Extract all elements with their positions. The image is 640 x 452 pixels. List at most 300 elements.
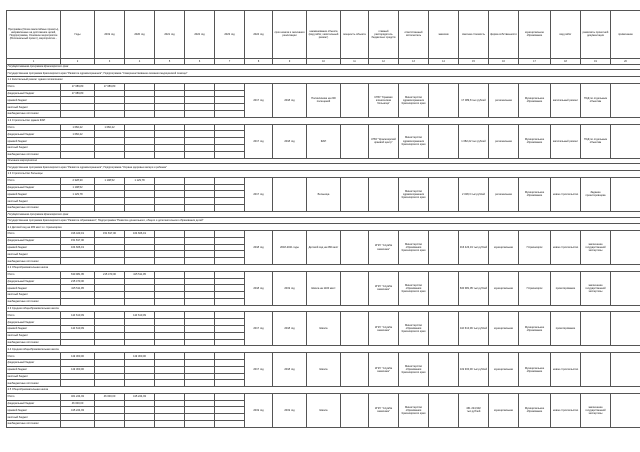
finance-value	[215, 366, 245, 373]
finance-value	[185, 407, 215, 414]
column-header: Программа (более масштабные проекты), направленные на достижение целей, Подпрограмма, Основное мероприятие (Региональный проект), мероприятие...	[7, 11, 61, 59]
finance-value	[185, 271, 215, 278]
finance-value	[95, 380, 125, 387]
finance-label: местный бюджет	[7, 332, 61, 339]
finance-value	[185, 177, 215, 184]
finance-value: 2 328,30	[61, 177, 95, 184]
column-number: 19	[581, 58, 611, 64]
finance-value	[155, 339, 185, 346]
finance-label: краевой бюджет	[7, 407, 61, 414]
finance-value	[61, 298, 95, 305]
executor: Министерство здравоохранения Красноярского края	[399, 177, 429, 211]
finance-label: Итого	[7, 271, 61, 278]
finance-value	[95, 111, 125, 118]
finance-value	[125, 104, 155, 111]
municipality: Муниципальное образование	[519, 83, 551, 117]
column-header: наименование объекта (вид работ, капитальный ремонт)	[307, 11, 341, 59]
finance-value	[185, 292, 215, 299]
finance-value: 215 470,00	[95, 271, 125, 278]
finance-value	[95, 244, 125, 251]
period: 2018 год	[273, 312, 307, 346]
finance-value: 119 300,00	[125, 353, 155, 360]
column-header: форма собственности	[489, 11, 519, 59]
finance-value	[185, 319, 215, 326]
finance-value	[61, 420, 95, 427]
finance-value	[185, 258, 215, 265]
finance-value	[155, 97, 185, 104]
column-header: 2020 год	[125, 11, 155, 59]
finance-value	[95, 198, 125, 205]
finance-value: 110 610,09	[61, 312, 95, 319]
finance-label: внебюджетные источники	[7, 111, 61, 118]
start-year: 2017 год	[245, 124, 273, 158]
finance-value	[215, 258, 245, 265]
finance-value	[125, 198, 155, 205]
finance-value: 415 224,93	[125, 393, 155, 400]
finance-value	[95, 191, 125, 198]
column-number: 15	[459, 58, 489, 64]
finance-value	[215, 285, 245, 292]
finance-value: 630 981,95	[61, 271, 95, 278]
column-number: 18	[551, 58, 581, 64]
finance-value: 1 198,52	[61, 184, 95, 191]
finance-value	[155, 231, 185, 238]
finance-value	[185, 151, 215, 158]
program-title: Государственная программа Красноярского края "Развитие образования"; Подпрограмма "Развитие дошкольного, общего и дополнительного образования детей"	[7, 217, 640, 224]
customer: КГКУ "Служба заказчика"	[369, 231, 399, 265]
finance-value	[95, 131, 125, 138]
column-number: 11	[341, 58, 369, 64]
object-title-row	[7, 346, 640, 353]
finance-value	[61, 332, 95, 339]
column-header: 2021 год	[155, 11, 185, 59]
finance-value	[185, 237, 215, 244]
finance-value	[95, 420, 125, 427]
finance-value	[125, 414, 155, 421]
ownership: региональная	[489, 177, 519, 211]
finance-value	[155, 285, 185, 292]
finance-value	[215, 104, 245, 111]
finance-value	[215, 151, 245, 158]
finance-value	[125, 298, 155, 305]
finance-value	[125, 278, 155, 285]
note	[611, 353, 640, 387]
period: 2018 год	[273, 353, 307, 387]
finance-value	[215, 339, 245, 346]
ownership: муниципальная	[489, 393, 519, 427]
finance-value	[125, 420, 155, 427]
finance-value	[185, 204, 215, 211]
finance-value	[61, 138, 95, 145]
finance-value	[215, 353, 245, 360]
finance-value	[215, 420, 245, 427]
finance-value	[95, 359, 125, 366]
customer: КГКУ "Служба заказчика"	[369, 312, 399, 346]
finance-value	[155, 111, 185, 118]
finance-value	[125, 90, 155, 97]
finance-row	[7, 124, 640, 131]
finance-value	[125, 319, 155, 326]
finance-value	[155, 177, 185, 184]
estimated-cost: 17 089,8 тыс.рублей	[459, 83, 489, 117]
finance-value	[215, 271, 245, 278]
section-title: Государственная программа Красноярского края	[7, 64, 640, 70]
column-header: заказчик	[429, 11, 459, 59]
start-year: 2017 год	[245, 177, 273, 211]
finance-value	[155, 104, 185, 111]
finance-label: федеральный бюджет	[7, 131, 61, 138]
finance-value	[215, 359, 245, 366]
finance-value	[215, 393, 245, 400]
column-number: 3	[95, 58, 125, 64]
column-header: вид работ	[551, 11, 581, 59]
municipality: Муниципальное образование	[519, 353, 551, 387]
work-type: новое строительство	[551, 353, 581, 387]
finance-value: 415 511,95	[125, 271, 155, 278]
ownership: муниципальная	[489, 312, 519, 346]
finance-value	[155, 204, 185, 211]
finance-value	[61, 251, 95, 258]
finance-value	[215, 237, 245, 244]
finance-value	[125, 131, 155, 138]
finance-value: 46 000,00	[61, 400, 95, 407]
municipality: Муниципальное образование	[519, 312, 551, 346]
project-docs: заключение государственной экспертизы	[581, 231, 611, 265]
project-docs	[581, 312, 611, 346]
start-year: 2017 год	[245, 312, 273, 346]
executor: Министерство образования Красноярского края	[399, 231, 429, 265]
executor: Министерство образования Красноярского края	[399, 271, 429, 305]
ownership: муниципальная	[489, 271, 519, 305]
finance-label: внебюджетные источники	[7, 298, 61, 305]
finance-value	[61, 339, 95, 346]
column-number: 1	[7, 58, 61, 64]
finance-value	[95, 332, 125, 339]
finance-value	[125, 400, 155, 407]
finance-value	[185, 353, 215, 360]
finance-label: краевой бюджет	[7, 244, 61, 251]
finance-value	[155, 271, 185, 278]
finance-value	[215, 312, 245, 319]
program-row	[7, 164, 640, 171]
customer: КГКУ "Служба заказчика"	[369, 393, 399, 427]
period	[273, 177, 307, 211]
finance-label: внебюджетные источники	[7, 204, 61, 211]
finance-value	[185, 312, 215, 319]
finance-value	[125, 380, 155, 387]
column-header: 2019 год	[95, 11, 125, 59]
object-title-row	[7, 387, 640, 394]
finance-value	[155, 184, 185, 191]
work-type: проектирование	[551, 271, 581, 305]
finance-value	[125, 359, 155, 366]
finance-value	[215, 131, 245, 138]
column-number: 7	[215, 58, 245, 64]
finance-value	[155, 380, 185, 387]
finance-value	[185, 231, 215, 238]
column-header: муниципальное образование	[519, 11, 551, 59]
finance-value	[185, 420, 215, 427]
finance-value	[95, 353, 125, 360]
column-header: ответственный исполнитель	[399, 11, 429, 59]
finance-label: Итого	[7, 312, 61, 319]
finance-value	[155, 131, 185, 138]
finance-value: 1 082,22	[61, 131, 95, 138]
finance-value	[215, 407, 245, 414]
finance-value	[155, 366, 185, 373]
finance-value	[185, 366, 215, 373]
finance-row	[7, 83, 640, 90]
finance-value	[95, 326, 125, 333]
finance-value	[155, 353, 185, 360]
ownership: муниципальная	[489, 231, 519, 265]
municipality: Г.Красноярск	[519, 231, 551, 265]
finance-label: краевой бюджет	[7, 191, 61, 198]
finance-value	[215, 380, 245, 387]
finance-value	[185, 298, 215, 305]
finance-value	[95, 90, 125, 97]
finance-value	[215, 373, 245, 380]
finance-row	[7, 177, 640, 184]
project-docs	[581, 353, 611, 387]
finance-value	[61, 204, 95, 211]
object-name: Поликлиника на 200 посещений	[307, 83, 341, 117]
object-title-row	[7, 265, 640, 272]
finance-value	[155, 278, 185, 285]
column-number: 9	[273, 58, 307, 64]
capacity	[341, 177, 369, 211]
finance-value	[215, 292, 245, 299]
finance-label: федеральный бюджет	[7, 278, 61, 285]
finance-value	[125, 407, 155, 414]
finance-label: местный бюджет	[7, 292, 61, 299]
column-number: 20	[611, 58, 640, 64]
finance-value	[125, 184, 155, 191]
finance-value	[215, 326, 245, 333]
finance-value	[61, 258, 95, 265]
column-number: 5	[155, 58, 185, 64]
finance-label: федеральный бюджет	[7, 319, 61, 326]
finance-value	[95, 104, 125, 111]
municipality: Муниципальное образование	[519, 124, 551, 158]
municipality: Муниципальное образование	[519, 393, 551, 427]
finance-value	[155, 319, 185, 326]
project-docs: ПСД по отдельным объектам	[581, 83, 611, 117]
finance-value	[125, 144, 155, 151]
client	[429, 393, 459, 427]
finance-label: краевой бюджет	[7, 366, 61, 373]
finance-value	[155, 144, 185, 151]
finance-value	[95, 366, 125, 373]
program-row	[7, 70, 640, 77]
client	[429, 312, 459, 346]
estimated-cost: 110 610,09 тыс.рублей	[459, 312, 489, 346]
finance-value	[155, 373, 185, 380]
finance-label: федеральный бюджет	[7, 90, 61, 97]
finance-value	[61, 198, 95, 205]
finance-value	[95, 184, 125, 191]
finance-value	[215, 97, 245, 104]
finance-value	[155, 359, 185, 366]
finance-value	[185, 285, 215, 292]
customer: КГБУ "Краевая клиническая больница"	[369, 83, 399, 117]
work-type: проектирование	[551, 312, 581, 346]
client	[429, 271, 459, 305]
finance-value: 461 224,93	[61, 393, 95, 400]
finance-label: Итого	[7, 124, 61, 131]
finance-value	[61, 144, 95, 151]
customer: КГБУ "Красноярский краевой центр"	[369, 124, 399, 158]
object-title: 2.4 Средняя общеобразовательная школа	[7, 346, 640, 353]
finance-label: местный бюджет	[7, 144, 61, 151]
finance-value	[215, 191, 245, 198]
finance-value	[155, 326, 185, 333]
finance-value	[185, 124, 215, 131]
project-docs: Задание проектировщика	[581, 177, 611, 211]
project-docs: заключение государственной экспертизы	[581, 393, 611, 427]
object-name: Детский сад на 280 мест	[307, 231, 341, 265]
finance-label: федеральный бюджет	[7, 184, 61, 191]
object-name: ФАП	[307, 124, 341, 158]
finance-value	[125, 373, 155, 380]
finance-value	[185, 373, 215, 380]
section-title: Основное мероприятие	[7, 158, 640, 164]
object-name: Школа	[307, 353, 341, 387]
finance-value	[215, 400, 245, 407]
finance-value	[155, 407, 185, 414]
executor: Министерство образования Красноярского края	[399, 353, 429, 387]
finance-value: 1 082,22	[61, 124, 95, 131]
object-name: Больница	[307, 177, 341, 211]
finance-value	[155, 244, 185, 251]
start-year: 2017 год	[245, 353, 273, 387]
finance-value	[61, 373, 95, 380]
client	[429, 177, 459, 211]
finance-value	[95, 237, 125, 244]
finance-value	[215, 138, 245, 145]
start-year: 2019 год	[245, 393, 273, 427]
object-name: Школа	[307, 393, 341, 427]
object-title-row	[7, 117, 640, 124]
finance-label: внебюджетные источники	[7, 339, 61, 346]
finance-value: 1 129,78	[61, 191, 95, 198]
finance-value	[185, 138, 215, 145]
construction-register-table	[6, 10, 640, 428]
work-type: капитальный ремонт	[551, 124, 581, 158]
finance-value	[95, 298, 125, 305]
finance-value	[95, 285, 125, 292]
executor: Министерство здравоохранения Красноярского края	[399, 124, 429, 158]
finance-value	[155, 198, 185, 205]
object-title-row	[7, 171, 640, 178]
program-title: Государственная программа Красноярского края "Развитие здравоохранения"; Подпрограмма "Охрана здоровья матери и ребенка"	[7, 164, 640, 171]
finance-value	[95, 319, 125, 326]
finance-value	[155, 124, 185, 131]
object-title: 1.1 Капитальный ремонт здания поликлиники	[7, 77, 640, 84]
finance-value	[95, 407, 125, 414]
column-header: главный распорядитель бюджетных средств	[369, 11, 399, 59]
estimated-cost: 630 981,95 тыс.рублей	[459, 271, 489, 305]
finance-value: 164 606,19	[125, 231, 155, 238]
finance-value	[61, 292, 95, 299]
finance-value	[215, 319, 245, 326]
object-title: 1.2 Строительство здания ФАП	[7, 117, 640, 124]
program-title: Государственная программа Красноярского края "Развитие здравоохранения"; Подпрограмма "Совершенствование оказания медицинской помощи"	[7, 70, 640, 77]
program-row	[7, 217, 640, 224]
finance-value	[185, 144, 215, 151]
column-number: 12	[369, 58, 399, 64]
period: 2018 год	[273, 83, 307, 117]
finance-value: 17 089,80	[95, 83, 125, 90]
finance-value	[185, 131, 215, 138]
finance-value	[215, 414, 245, 421]
executor: Министерство образования Красноярского края	[399, 393, 429, 427]
finance-label: краевой бюджет	[7, 285, 61, 292]
finance-value	[185, 191, 215, 198]
object-title: 2.1 Детский сад на 280 мест в г. Красноярске	[7, 224, 640, 231]
finance-value	[125, 366, 155, 373]
client	[429, 83, 459, 117]
finance-value	[95, 278, 125, 285]
finance-row	[7, 312, 640, 319]
note	[611, 177, 640, 211]
column-number: 14	[429, 58, 459, 64]
object-title: 1.3 Строительство больницы	[7, 171, 640, 178]
period: 2019 год	[273, 393, 307, 427]
finance-value	[215, 298, 245, 305]
finance-value	[95, 292, 125, 299]
finance-value	[125, 326, 155, 333]
finance-value	[185, 400, 215, 407]
finance-value	[95, 339, 125, 346]
finance-label: внебюджетные источники	[7, 380, 61, 387]
finance-label: краевой бюджет	[7, 326, 61, 333]
customer: КГКУ "Служба заказчика"	[369, 353, 399, 387]
estimated-cost: 1 082,22 тыс.рублей	[459, 124, 489, 158]
finance-value	[185, 339, 215, 346]
finance-value	[95, 258, 125, 265]
object-title-row	[7, 224, 640, 231]
finance-value	[95, 138, 125, 145]
finance-value	[185, 244, 215, 251]
column-header: сметная стоимость	[459, 11, 489, 59]
client	[429, 231, 459, 265]
finance-value	[125, 138, 155, 145]
finance-value	[185, 251, 215, 258]
capacity	[341, 271, 369, 305]
finance-value	[95, 97, 125, 104]
finance-value	[95, 312, 125, 319]
finance-value	[155, 191, 185, 198]
finance-value	[95, 204, 125, 211]
finance-value: 119 300,00	[61, 366, 95, 373]
finance-value	[185, 184, 215, 191]
finance-label: Итого	[7, 231, 61, 238]
finance-row	[7, 393, 640, 400]
finance-value: 17 089,80	[61, 83, 95, 90]
customer: КГКУ "Служба заказчика"	[369, 271, 399, 305]
finance-value	[155, 258, 185, 265]
finance-label: внебюджетные источники	[7, 258, 61, 265]
finance-value	[95, 144, 125, 151]
finance-value	[155, 237, 185, 244]
finance-row	[7, 353, 640, 360]
finance-value: 1 198,52	[95, 177, 125, 184]
finance-value	[185, 198, 215, 205]
capacity	[341, 393, 369, 427]
ownership: региональная	[489, 124, 519, 158]
finance-value	[125, 258, 155, 265]
